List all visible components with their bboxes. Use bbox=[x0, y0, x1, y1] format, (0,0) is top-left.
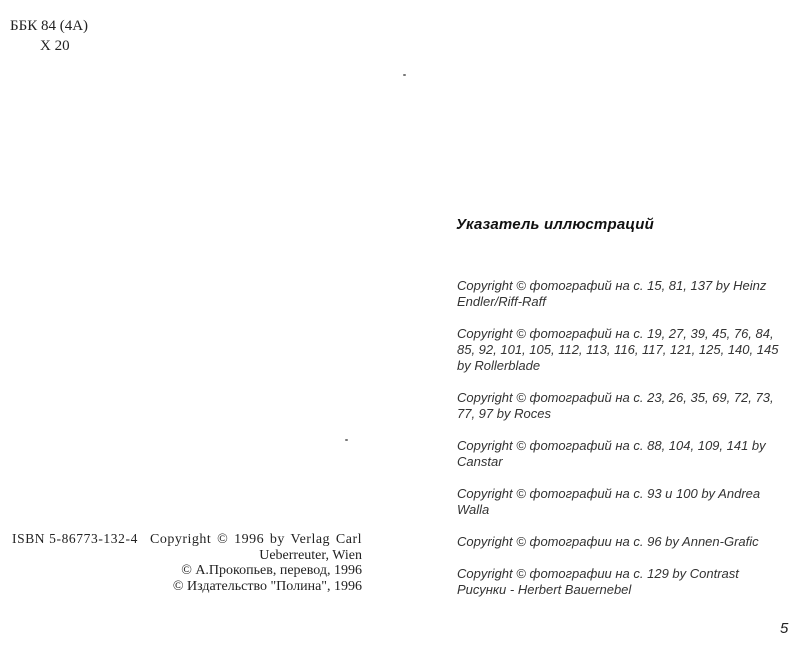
copyright-line-edition: © Издательство "Полина", 1996 bbox=[172, 578, 362, 594]
credit-roces: Copyright © фотографий на с. 23, 26, 35, 69, 72, 73, 77, 97 by Roces bbox=[457, 390, 774, 421]
print-speck bbox=[403, 74, 406, 76]
page-number: 5 bbox=[780, 620, 789, 637]
print-speck bbox=[345, 439, 348, 441]
illustration-credits-list bbox=[457, 278, 789, 598]
copyright-block bbox=[150, 532, 362, 594]
bbk-code: ББК 84 (4А) bbox=[10, 18, 89, 34]
page-title: Указатель иллюстраций bbox=[456, 216, 654, 233]
credit-andrea-walla: Copyright © фотографий на с. 93 и 100 by Andrea Walla bbox=[457, 486, 761, 517]
copyright-line-publisher-city: Ueberreuter, Wien bbox=[259, 547, 362, 563]
copyright-line-publisher: Copyright © 1996 by Verlag Carl bbox=[150, 532, 362, 547]
credit-rollerblade: Copyright © фотографий на с. 19, 27, 39, 45, 76, 84, 85, 92, 101, 105, 112, 113, 116, 117, 121, 125, 140, 145 by Rollerblade bbox=[457, 326, 779, 373]
bbk-classification bbox=[10, 16, 88, 56]
credit-heinz-endler: Copyright © фотографий на с. 15, 81, 137 by Heinz Endler/Riff-Raff bbox=[457, 278, 767, 309]
credit-canstar: Copyright © фотографий на с. 88, 104, 109, 141 by Canstar bbox=[457, 438, 766, 469]
author-mark: Х 20 bbox=[40, 38, 70, 54]
credit-drawings: Рисунки - Herbert Bauernebel bbox=[457, 582, 632, 597]
isbn: ISBN 5-86773-132-4 bbox=[12, 531, 138, 546]
credit-annen-grafic: Copyright © фотографии на с. 96 by Annen-Grafic bbox=[457, 534, 759, 549]
copyright-line-translation: © А.Прокопьев, перевод, 1996 bbox=[181, 563, 362, 578]
credit-contrast-drawings bbox=[457, 566, 789, 598]
credit-contrast: Copyright © фотографии на с. 129 by Contrast bbox=[457, 566, 739, 581]
